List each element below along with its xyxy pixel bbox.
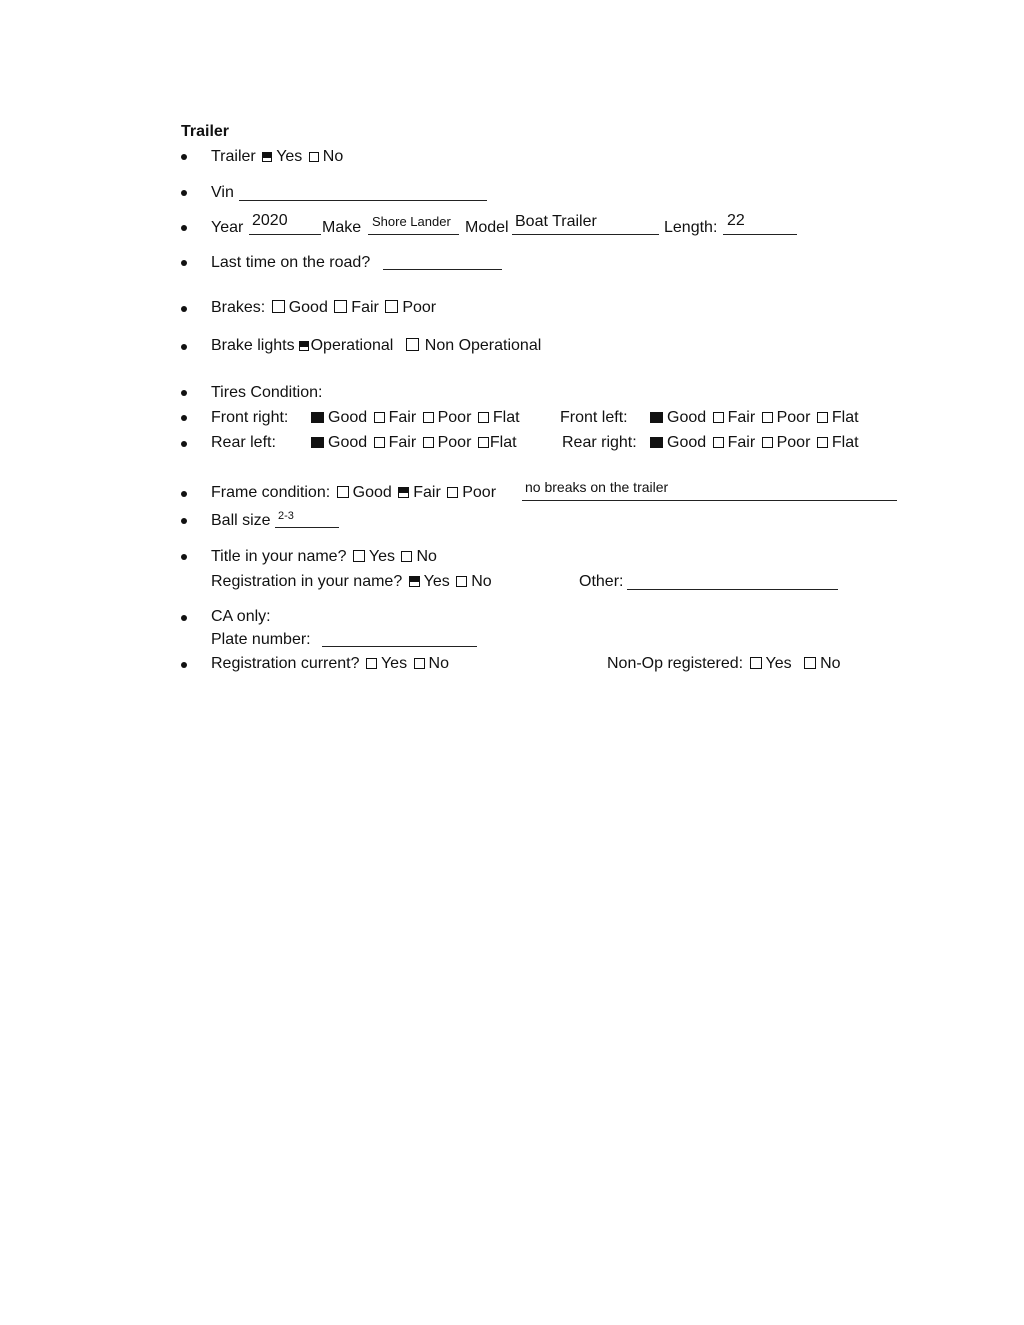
trailer-no-checkbox[interactable] [309,152,319,162]
non-op-row [607,654,841,674]
title-no-label: No [416,548,437,565]
option-fair-label: Fair [388,434,417,451]
year-label: Year [211,219,244,236]
front-left-poor-checkbox[interactable] [762,412,773,423]
brake-lights-label: Brake lights [211,337,295,354]
frame-fair-checkbox[interactable] [398,487,409,498]
non-op-no-checkbox[interactable] [804,657,816,669]
option-poor-label: Poor [437,409,472,426]
bullet [181,518,187,524]
other-label: Other: [579,573,624,590]
front-left-options [648,408,859,428]
rear-left-good-checkbox[interactable] [311,437,324,448]
bullet [181,390,187,396]
brakes-row [211,298,436,318]
rear-left-label: Rear left: [211,434,276,451]
brake-lights-non-operational-checkbox[interactable] [406,338,419,351]
reg-current-row [211,654,449,674]
make-label: Make [322,219,362,236]
rear-right-label: Rear right: [562,434,637,451]
option-poor-label: Poor [776,409,811,426]
plate-field[interactable] [322,646,477,647]
registration-yes-label: Yes [423,573,450,590]
frame-row [211,483,496,503]
bullet [181,662,187,668]
non-op-yes-label: Yes [765,655,792,672]
front-right-flat-checkbox[interactable] [478,412,489,423]
rear-left-options [309,433,517,453]
trailer-yes-checkbox[interactable] [262,152,272,162]
frame-poor-label: Poor [462,484,497,501]
frame-good-checkbox[interactable] [337,486,349,498]
rear-left-fair-checkbox[interactable] [374,437,385,448]
front-right-fair-checkbox[interactable] [374,412,385,423]
brake-lights-operational-label: Operational [310,337,394,354]
option-fair-label: Fair [727,434,756,451]
brake-lights-operational-checkbox[interactable] [299,341,309,351]
tires-title: Tires Condition: [211,384,323,401]
frame-notes-field[interactable]: no breaks on the trailer [525,479,669,495]
vin-field[interactable] [239,200,487,201]
front-right-good-checkbox[interactable] [311,412,324,423]
make-field-line [368,234,459,235]
non-op-no-label: No [820,655,841,672]
title-row [211,547,437,567]
brakes-fair-label: Fair [351,299,379,316]
ca-only-label: CA only: [211,608,271,625]
frame-fair-label: Fair [413,484,441,501]
option-flat-label: Flat [489,434,517,451]
option-flat-label: Flat [492,409,520,426]
front-left-flat-checkbox[interactable] [817,412,828,423]
other-field[interactable] [627,589,838,590]
brakes-poor-checkbox[interactable] [385,300,398,313]
ball-size-field[interactable]: 2-3 [278,510,294,522]
bullet [181,225,187,231]
bullet [181,344,187,350]
model-field-line [512,234,659,235]
frame-label: Frame condition: [211,484,331,501]
title-yes-label: Yes [368,548,396,565]
bullet [181,190,187,196]
option-fair-label: Fair [388,409,417,426]
option-poor-label: Poor [437,434,472,451]
bullet [181,154,187,160]
section-title: Trailer [181,123,230,140]
year-field-line [249,234,321,235]
registration-no-checkbox[interactable] [456,576,467,587]
make-field[interactable]: Shore Lander [372,214,451,229]
rear-right-poor-checkbox[interactable] [762,437,773,448]
brakes-good-label: Good [288,299,328,316]
rear-left-poor-checkbox[interactable] [423,437,434,448]
frame-notes-line [522,500,897,501]
trailer-yes-label: Yes [276,148,303,165]
brakes-good-checkbox[interactable] [272,300,285,313]
rear-right-flat-checkbox[interactable] [817,437,828,448]
trailer-row [211,147,343,167]
rear-left-flat-checkbox[interactable] [478,437,489,448]
vin-label: Vin [211,184,234,201]
option-good-label: Good [667,434,707,451]
ball-size-line [275,527,339,528]
option-good-label: Good [667,409,707,426]
length-label: Length: [664,219,718,236]
rear-right-fair-checkbox[interactable] [713,437,724,448]
non-op-yes-checkbox[interactable] [750,657,762,669]
option-flat-label: Flat [831,409,859,426]
registration-label: Registration in your name? [211,573,403,590]
last-time-label: Last time on the road? [211,254,371,271]
non-op-label: Non-Op registered: [607,655,744,672]
option-good-label: Good [328,409,368,426]
length-field-line [723,234,797,235]
reg-current-yes-checkbox[interactable] [366,658,377,669]
front-left-good-checkbox[interactable] [650,412,663,423]
bullet [181,306,187,312]
front-right-label: Front right: [211,409,289,426]
registration-yes-checkbox[interactable] [409,576,420,587]
front-right-options [309,408,520,428]
frame-poor-checkbox[interactable] [447,487,458,498]
bullet [181,260,187,266]
reg-current-no-label: No [428,655,449,672]
brakes-poor-label: Poor [402,299,437,316]
brake-lights-row [211,336,541,356]
front-left-label: Front left: [560,409,628,426]
option-good-label: Good [328,434,368,451]
front-left-fair-checkbox[interactable] [713,412,724,423]
option-flat-label: Flat [831,434,859,451]
registration-no-label: No [471,573,492,590]
model-label: Model [465,219,509,236]
plate-label: Plate number: [211,631,311,648]
ball-size-label: Ball size [211,512,271,529]
bullet [181,615,187,621]
reg-current-label: Registration current? [211,655,360,672]
bullet [181,415,187,421]
registration-row [211,572,492,592]
brakes-label: Brakes: [211,299,266,316]
last-time-field[interactable] [383,269,502,270]
front-right-poor-checkbox[interactable] [423,412,434,423]
length-field[interactable]: 22 [727,212,745,229]
title-label: Title in your name? [211,548,347,565]
model-field[interactable]: Boat Trailer [515,213,597,230]
rear-right-good-checkbox[interactable] [650,437,663,448]
bullet [181,554,187,560]
reg-current-yes-label: Yes [380,655,408,672]
brakes-fair-checkbox[interactable] [334,300,347,313]
brake-lights-non-operational-label: Non Operational [424,337,542,354]
reg-current-no-checkbox[interactable] [414,658,425,669]
bullet [181,491,187,497]
year-field[interactable]: 2020 [252,212,288,229]
trailer-label: Trailer [211,148,256,165]
option-poor-label: Poor [776,434,811,451]
bullet [181,441,187,447]
frame-good-label: Good [352,484,392,501]
trailer-no-label: No [322,148,344,165]
title-yes-checkbox[interactable] [353,550,365,562]
rear-right-options [648,433,859,453]
title-no-checkbox[interactable] [401,551,412,562]
option-fair-label: Fair [727,409,756,426]
